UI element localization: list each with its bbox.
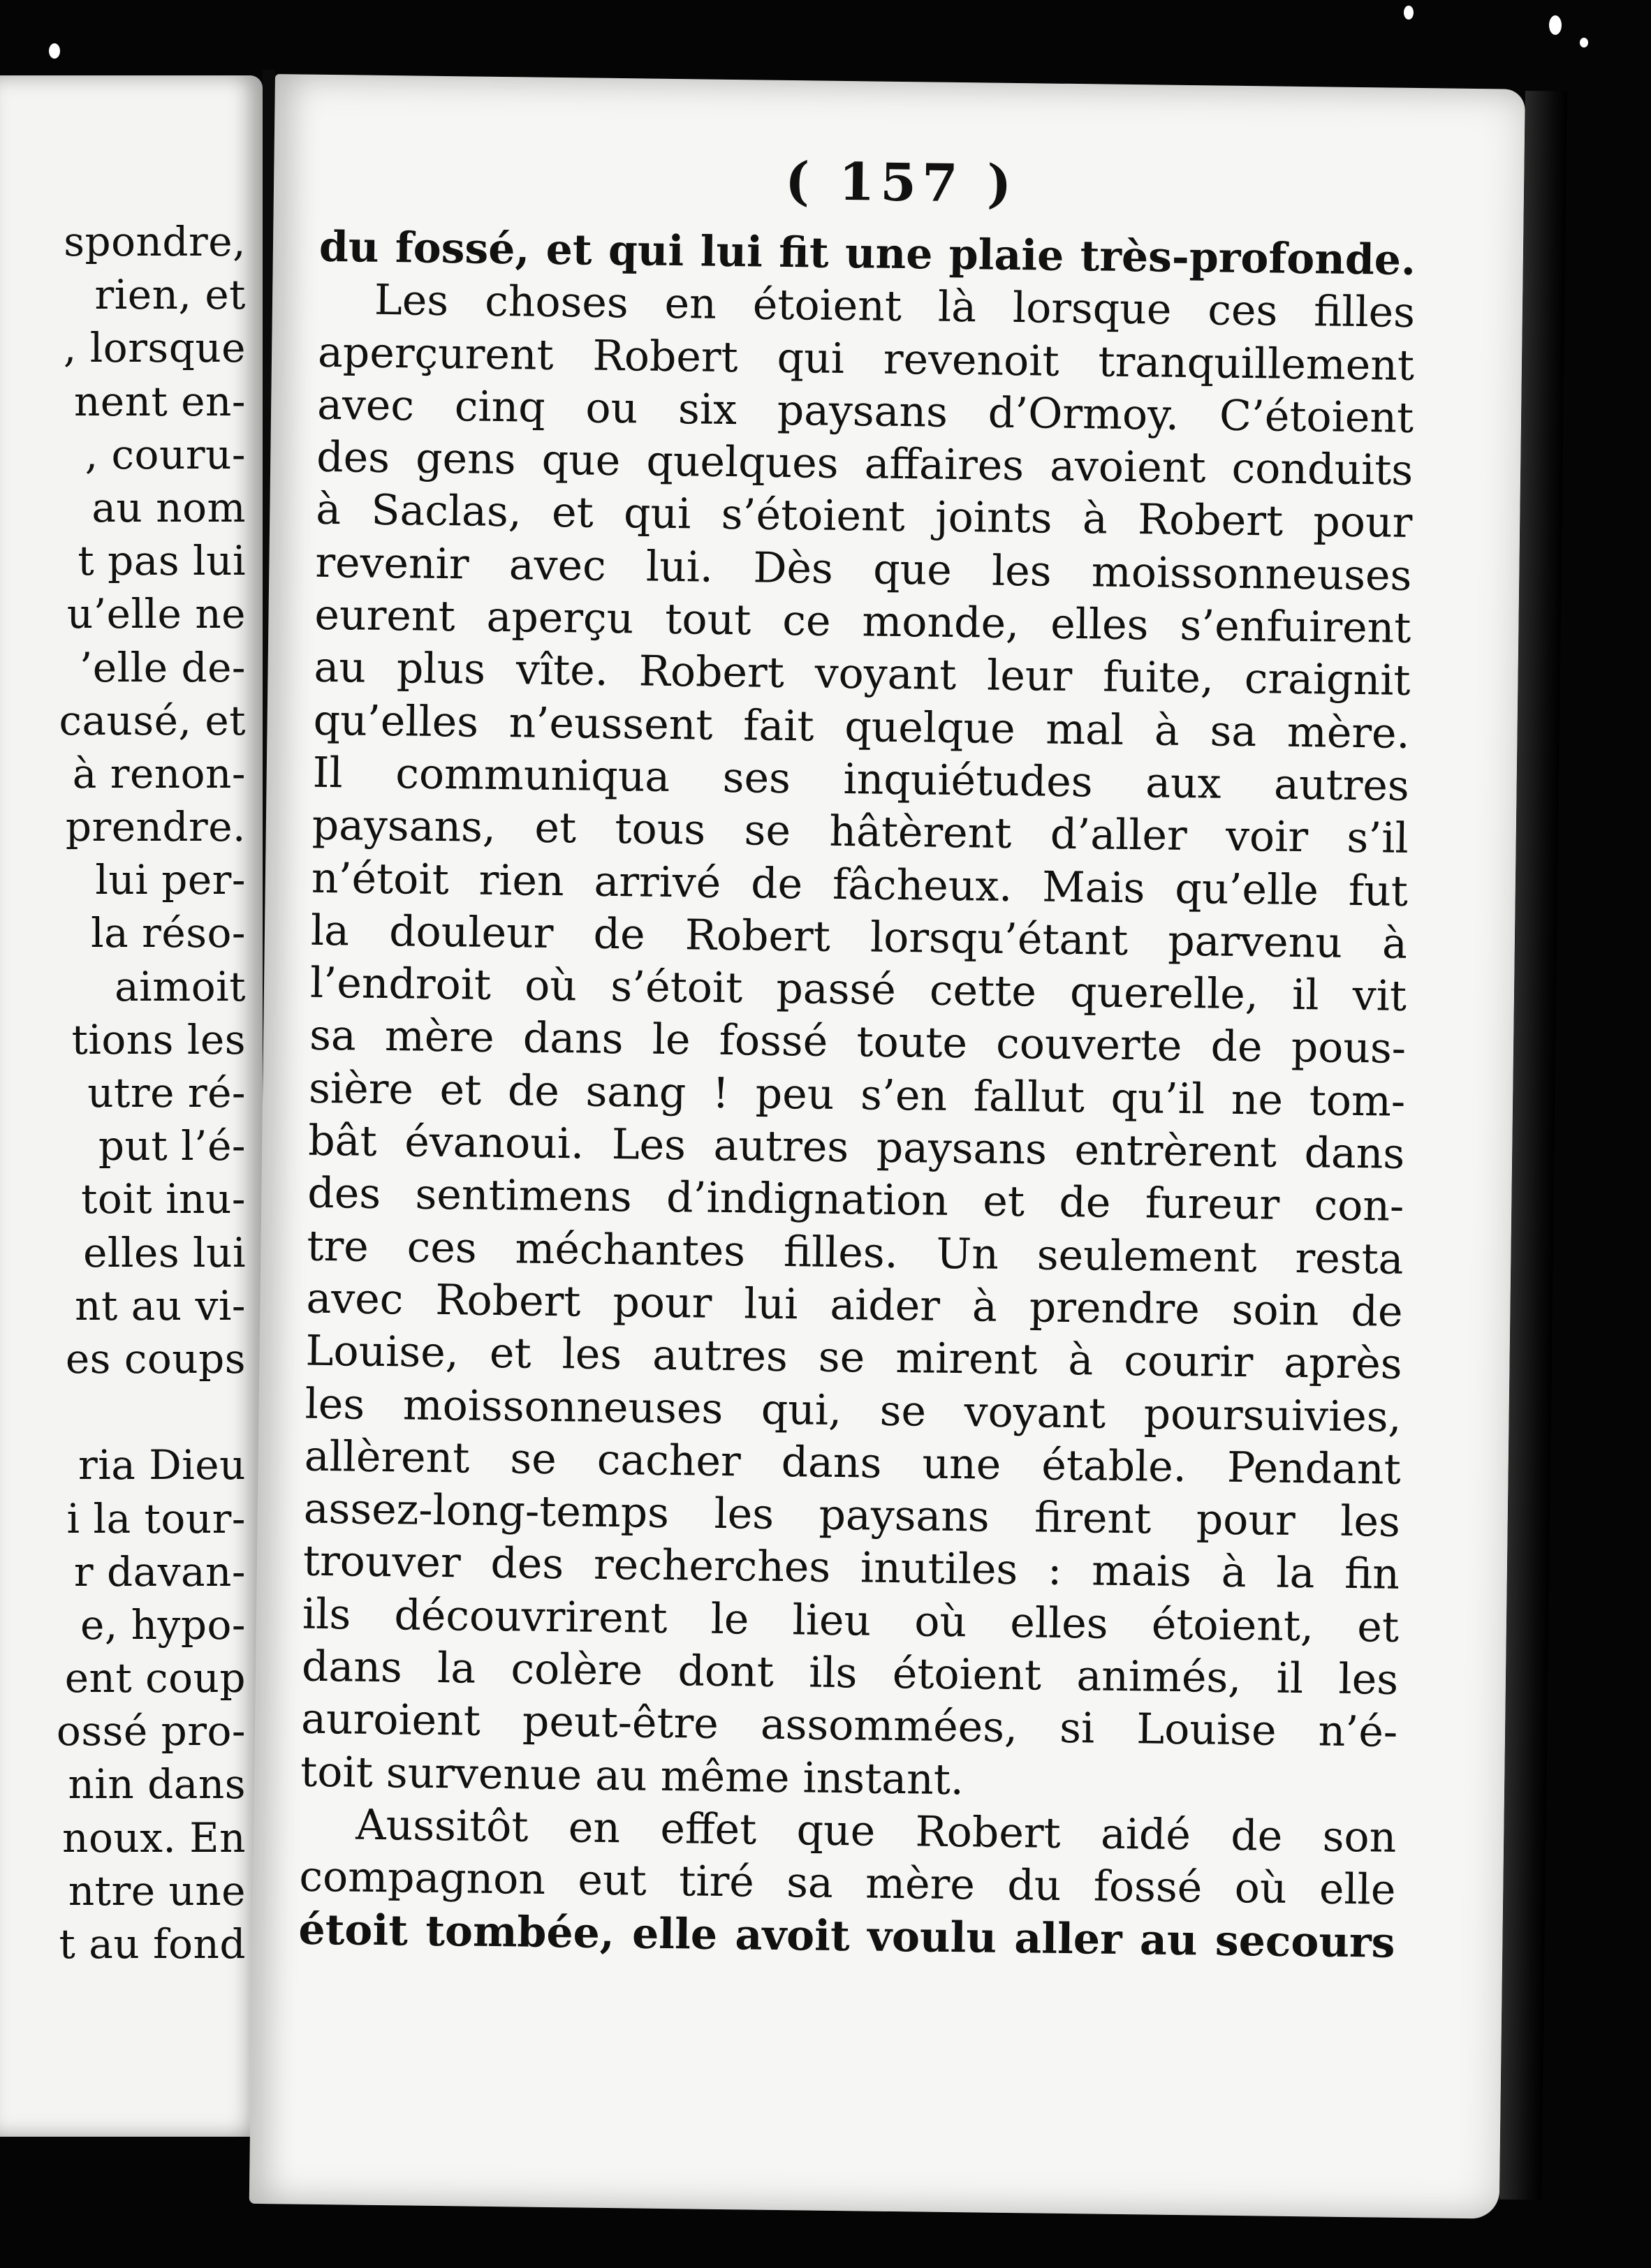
left-line: la réso-: [91, 909, 246, 957]
text-line: Louise, et les autres se mirent à courir après: [305, 1326, 1402, 1390]
text-line: les moissonneuses qui, se voyant poursuivies,: [304, 1379, 1402, 1442]
text-line: n’étoit rien arrivé de fâcheux. Mais qu’elle fut: [311, 853, 1409, 916]
text-line: compagnon eut tiré sa mère du fossé où elle: [299, 1852, 1396, 1915]
left-line: nin dans: [68, 1760, 246, 1809]
left-line: aimoit: [115, 962, 246, 1010]
text-line: tre ces méchantes filles. Un seulement resta: [307, 1221, 1404, 1284]
scan-speck: [1549, 15, 1562, 35]
text-line: sière et de sang ! peu s’en fallut qu’il ne tom-: [308, 1063, 1406, 1126]
left-line: elles lui: [83, 1228, 246, 1276]
left-line: noux. En: [62, 1813, 246, 1862]
left-line: ’elle de-: [79, 643, 246, 691]
left-line: toit inu-: [81, 1175, 246, 1223]
scan-speck: [1580, 38, 1588, 47]
left-line: i la tour-: [66, 1494, 246, 1542]
text-line: avec Robert pour lui aider à prendre soin de: [306, 1274, 1403, 1336]
text-line: bât évanoui. Les autres paysans entrèrent dans: [307, 1116, 1405, 1179]
left-line: t pas lui: [78, 537, 246, 585]
left-line: [0, 1385, 246, 1438]
text-line: l’endroit où s’étoit passé cette querelle, il vit: [309, 958, 1407, 1022]
left-line: put l’é-: [98, 1122, 246, 1170]
text-line: avec cinq ou six paysans d’Ormoy. C’étoient: [316, 380, 1414, 443]
left-line: nent en-: [73, 377, 246, 425]
scan-speck: [49, 43, 60, 59]
right-page: [249, 74, 1525, 2219]
left-line: utre ré-: [87, 1069, 246, 1117]
left-line: rien, et: [94, 271, 246, 319]
text-line: eurent aperçu tout ce monde, elles s’enfuirent: [314, 590, 1411, 654]
text-line: Aussitôt en effet que Robert aidé de son: [355, 1800, 1397, 1862]
left-page-text: [0, 215, 246, 1971]
text-line: du fossé, et qui lui fit une plaie très-profonde.: [318, 222, 1416, 285]
left-line: e, hypo-: [80, 1600, 246, 1649]
left-page: [0, 75, 263, 2137]
left-line: ent coup: [64, 1654, 246, 1702]
text-line: sa mère dans le fossé toute couverte de pous-: [309, 1011, 1407, 1074]
text-line: la douleur de Robert lorsqu’étant parvenu à: [310, 906, 1408, 969]
left-line: ossé pro-: [56, 1707, 246, 1755]
left-line: r davan-: [73, 1547, 246, 1596]
left-line: tions les: [71, 1015, 246, 1063]
left-line: ntre une: [68, 1866, 246, 1915]
text-line: au plus vîte. Robert voyant leur fuite, craignit: [314, 643, 1411, 706]
left-line: ria Dieu: [78, 1441, 246, 1489]
text-line: paysans, et tous se hâtèrent d’aller voir s’il: [311, 800, 1409, 864]
left-line: prendre.: [65, 803, 246, 851]
text-line: Il communiqua ses inquiétudes aux autres: [312, 748, 1410, 811]
text-line: dans la colère dont ils étoient animés, il les: [301, 1642, 1399, 1704]
text-line: Les choses en étoient là lorsque ces filles: [374, 276, 1416, 338]
text-line: trouver des recherches inutiles : mais à la fin: [302, 1537, 1400, 1600]
text-line: des sentimens d’indignation et de fureur con-: [307, 1169, 1404, 1232]
text-line: ils découvrirent le lieu où elles étoient, et: [302, 1589, 1400, 1652]
left-line: nt au vi-: [75, 1281, 246, 1330]
text-line: revenir avec lui. Dès que les moissonneuses: [315, 538, 1412, 601]
left-line: u’elle ne: [66, 590, 246, 638]
text-line: aperçurent Robert qui revenoit tranquillement: [317, 327, 1415, 390]
left-line: lui per-: [95, 856, 246, 904]
left-line: , couru-: [85, 430, 246, 478]
text-line: assez-long-temps les paysans firent pour les: [303, 1484, 1401, 1547]
left-line: t au fond: [59, 1920, 246, 1968]
left-line: spondre,: [64, 218, 246, 265]
text-line: des gens que quelques affaires avoient conduits: [316, 432, 1414, 496]
text-line: étoit tombée, elle avoit voulu aller au secours: [298, 1905, 1395, 1968]
scan-speck: [1404, 6, 1414, 20]
left-line: es coups: [65, 1334, 246, 1383]
left-line: au nom: [91, 483, 246, 531]
text-line: qu’elles n’eussent fait quelque mal à sa mère.: [313, 695, 1411, 758]
left-line: causé, et: [59, 696, 246, 744]
text-line: allèrent se cacher dans une étable. Pendant: [304, 1431, 1402, 1494]
page-number: ( 157 ): [784, 151, 1018, 214]
text-line: à Saclas, et qui s’étoient joints à Robert pour: [315, 485, 1413, 548]
left-line: , lorsque: [63, 324, 246, 372]
text-line: auroient peut-être assommées, si Louise n’é-: [300, 1694, 1398, 1758]
text-line: toit survenue au même instant.: [300, 1747, 964, 1804]
left-line: à renon-: [72, 749, 246, 797]
page-body-text: [298, 221, 1416, 1970]
